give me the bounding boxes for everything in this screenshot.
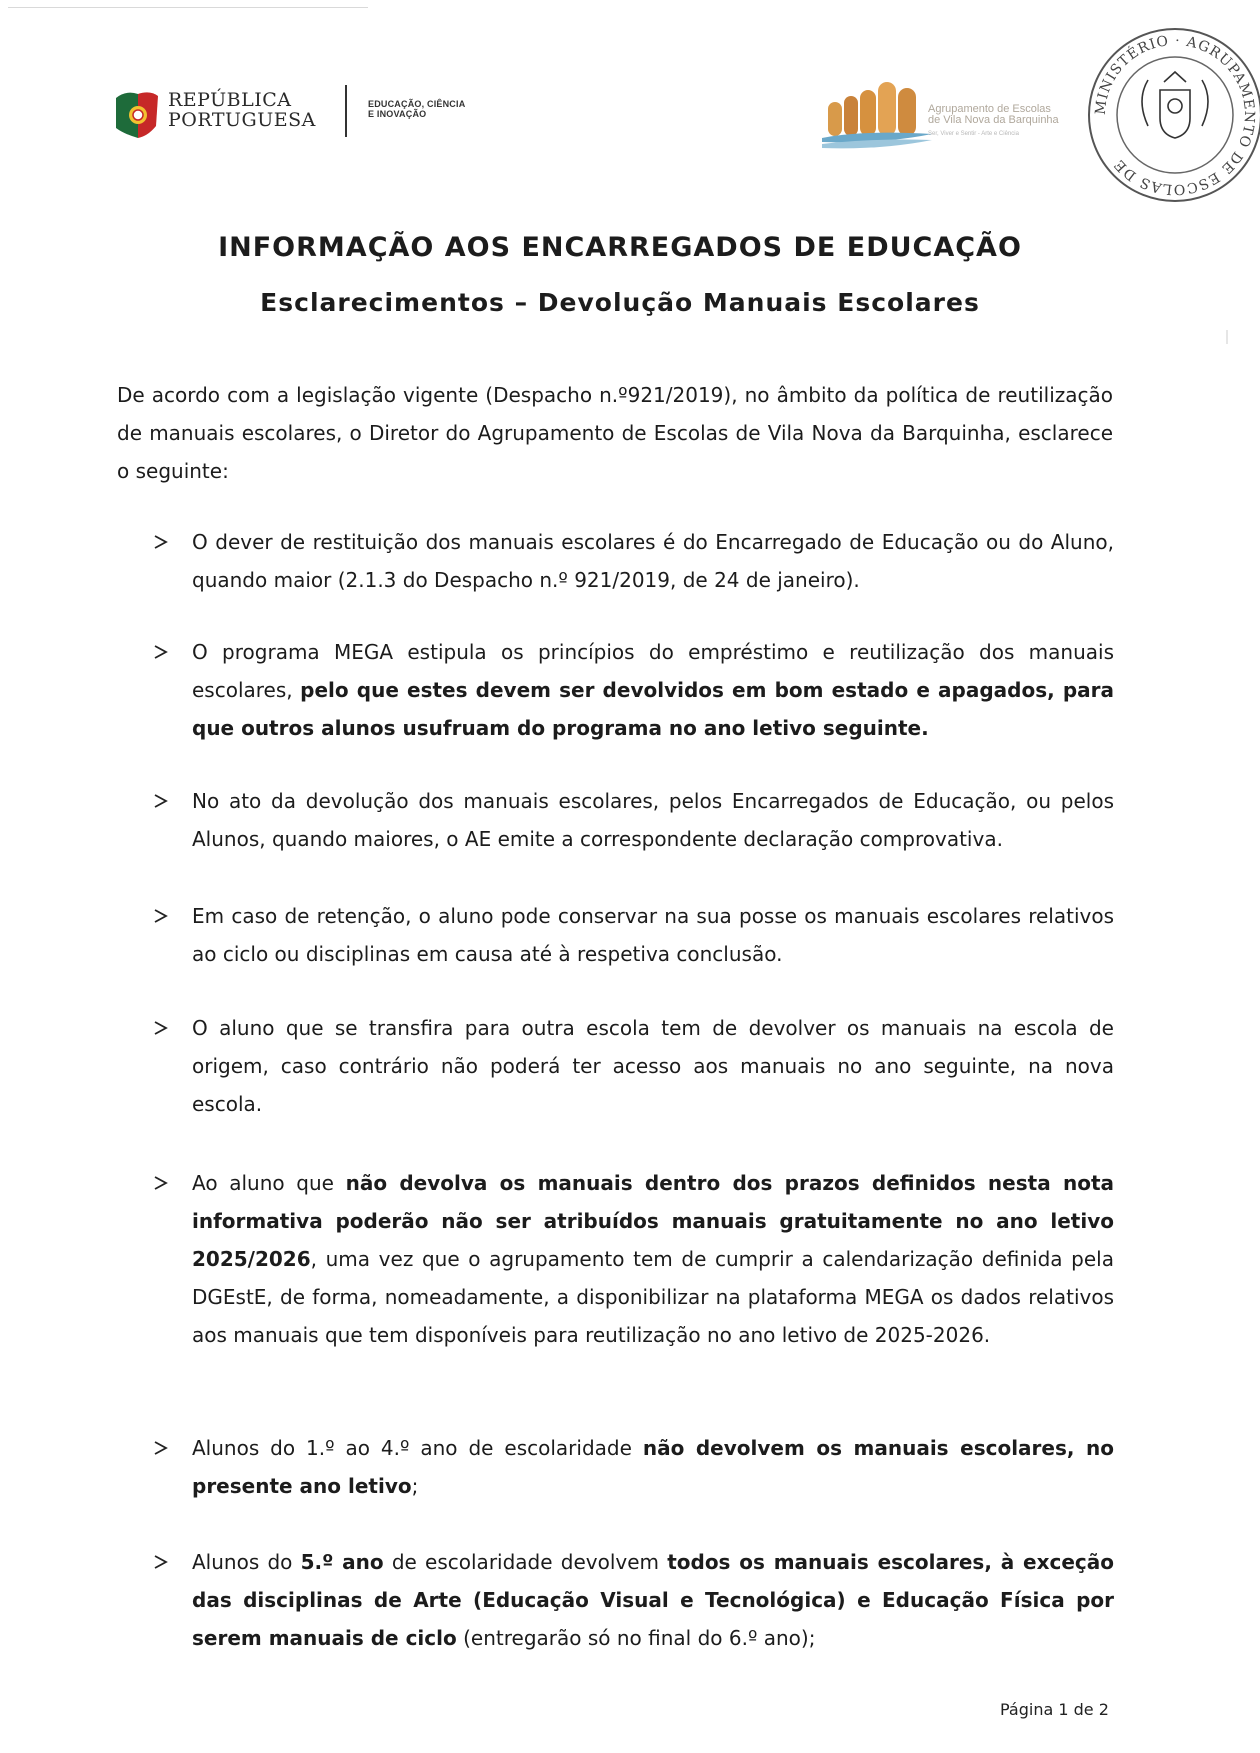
republica-portuguesa-wordmark: [168, 90, 316, 130]
agrupamento-motto: Ser, Viver e Sentir - Arte e Ciência: [928, 131, 1019, 137]
arrow-bullet-icon: [150, 782, 170, 820]
list-item-bold-text: não devolvem os manuais escolares, no presente ano letivo: [192, 1436, 1114, 1498]
list-item-text-run: de escolaridade devolvem: [383, 1550, 668, 1574]
list-item-text-run: Alunos do 1.º ao 4.º ano de escolaridade: [192, 1436, 643, 1460]
header-divider: [345, 85, 347, 137]
list-item-text-run: Ao aluno que: [192, 1171, 346, 1195]
republic-line1: REPÚBLICA: [168, 89, 292, 111]
document-title: INFORMAÇÃO AOS ENCARREGADOS DE EDUCAÇÃO: [218, 232, 1022, 263]
document-subtitle: Esclarecimentos – Devolução Manuais Escolares: [260, 288, 980, 317]
list-item-text-run: Em caso de retenção, o aluno pode conservar na sua posse os manuais escolares relativos ao ciclo ou disciplinas em causa até à respetiva conclusão.: [192, 904, 1114, 966]
scan-margin-mark: [1226, 330, 1228, 344]
list-item-text-run: , uma vez que o agrupamento tem de cumprir a calendarização definida pela DGEstE, de forma, nomeadamente, a disponibilizar na plataforma MEGA os dados relativos aos manuais que tem disponíveis para reutilização no ano letivo de 2025-2026.: [192, 1247, 1114, 1347]
arrow-bullet-icon: [150, 1543, 170, 1581]
list-item-text-run: O dever de restituição dos manuais escolares é do Encarregado de Educação ou do Aluno, quando maior (2.1.3 do Despacho n.º 921/2019, de 24 de janeiro).: [192, 530, 1114, 592]
agrupamento-logo-icon: [822, 72, 937, 150]
list-item-text: [192, 1543, 1114, 1657]
list-item-text-run: (entregarão só no final do 6.º ano);: [456, 1626, 816, 1650]
list-item-text-run: .: [921, 716, 929, 740]
intro-paragraph: De acordo com a legislação vigente (Despacho n.º921/2019), no âmbito da política de reutilização de manuais escolares, o Diretor do Agrupamento de Escolas de Vila Nova da Barquinha, esclarece o seguinte:: [117, 383, 1113, 483]
list-item-bold-text: 5.º ano: [300, 1550, 384, 1574]
arrow-bullet-icon: [150, 1429, 170, 1467]
list-item-text: [192, 633, 1114, 747]
ministry-name: [368, 99, 465, 119]
agrupamento-wordmark: [928, 104, 1059, 140]
list-item-text: [192, 1009, 1114, 1123]
top-edge-line: [8, 7, 368, 8]
list-item-text: [192, 782, 1114, 858]
arrow-bullet-icon: [150, 523, 170, 561]
republic-line2: PORTUGUESA: [168, 109, 316, 131]
list-item-bold-text: pelo que estes devem ser devolvidos em bom estado e apagados, para que outros alunos usufruam do programa no ano letivo seguinte: [192, 678, 1114, 740]
arrow-bullet-icon: [150, 1164, 170, 1202]
list-item-text: [192, 1429, 1114, 1505]
list-item-text-run: Alunos do: [192, 1550, 301, 1574]
arrow-bullet-icon: [150, 633, 170, 671]
list-item-text-run: O aluno que se transfira para outra escola tem de devolver os manuais na escola de origem, caso contrário não poderá ter acesso aos manuais no ano seguinte, na nova escola.: [192, 1016, 1114, 1116]
list-item-bold-text: não devolva os manuais dentro dos prazos definidos nesta nota informativa poderão não ser atribuídos manuais gratuitamente no ano letivo 2025/2026: [192, 1171, 1114, 1271]
arrow-bullet-icon: [150, 1009, 170, 1047]
republica-portuguesa-emblem-icon: [112, 88, 162, 140]
seal-text: MINISTÉRIO · AGRUPAMENTO DE ESCOLAS DE: [1092, 32, 1258, 198]
official-seal-stamp-icon: [1060, 20, 1260, 210]
list-item-text: [192, 1164, 1114, 1354]
list-item-text-run: ;: [411, 1474, 419, 1498]
list-item-text-run: No ato da devolução dos manuais escolares, pelos Encarregados de Educação, ou pelos Alunos, quando maiores, o AE emite a correspondente declaração comprovativa.: [192, 789, 1114, 851]
page-number: Página 1 de 2: [1000, 1700, 1109, 1719]
agrupamento-line1: Agrupamento de Escolas: [928, 103, 1051, 115]
list-item-text-run: O programa MEGA estipula os princípios do empréstimo e reutilização dos manuais escolares,: [192, 640, 1114, 702]
list-item-bold-text: todos os manuais escolares, à exceção das disciplinas de Arte (Educação Visual e Tecnológica) e Educação Física por serem manuais de ciclo: [192, 1550, 1115, 1650]
arrow-bullet-icon: [150, 897, 170, 935]
ministry-line1: EDUCAÇÃO, CIÊNCIA: [368, 99, 466, 109]
list-item-text: [192, 523, 1114, 599]
ministry-line2: E INOVAÇÃO: [368, 109, 427, 119]
agrupamento-line2: de Vila Nova da Barquinha: [928, 114, 1059, 126]
list-item-text: [192, 897, 1114, 973]
